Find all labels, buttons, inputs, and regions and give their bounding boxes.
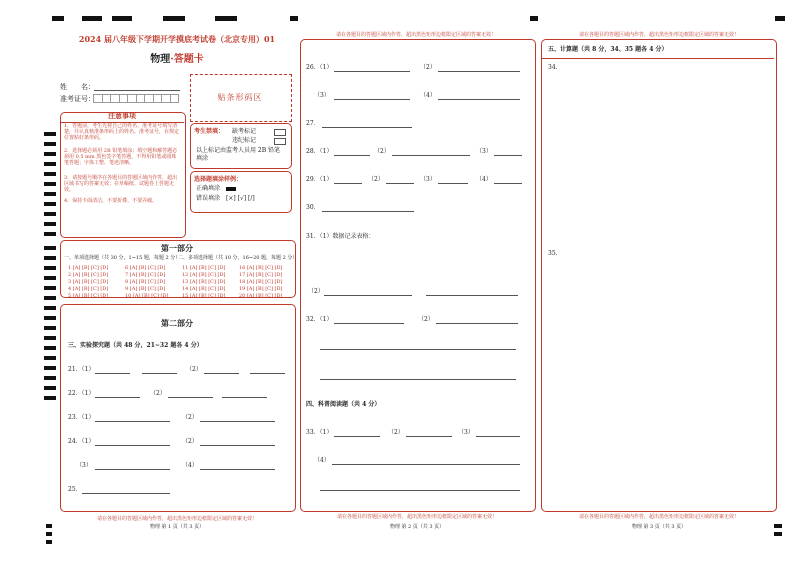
timing-mark [44,356,56,360]
timing-mark [44,172,56,176]
section3-heading: 三、实验探究题（共 48 分，21~32 题各 4 分） [68,342,203,349]
q28-label-2: （2） [374,148,390,155]
q21-answer-1[interactable] [95,373,130,374]
q22-answer-1[interactable] [95,397,140,398]
q28-label-3: （3） [476,148,492,155]
timing-mark [46,540,52,544]
choice-row-3[interactable]: 3 [A] [B] [C] [D] 8 [A] [B] [C] [D] 13 [A] [B] [C] [D] 18 [A] [B] [C] [D] [68,279,283,285]
q23-label: 23．（1） [68,414,95,421]
q30-answer[interactable] [322,211,414,212]
q31-answer-2a[interactable] [324,295,412,296]
wrong-fill-label: 错误填涂 [196,195,221,202]
timing-mark [46,532,52,536]
q33-answer-line-5[interactable] [320,490,520,491]
timing-mark [530,16,538,21]
warning-col2: 请在各题目的答题区域内作答，超出黑色矩形边框限定区域的答案无效！ [336,514,497,520]
q27-label: 27． [306,120,320,127]
q24-answer-3[interactable] [95,469,170,470]
q30-label: 30． [306,204,320,211]
q32-answer-2[interactable] [436,323,518,324]
timing-mark [44,366,56,370]
q26-label-3: （3） [314,92,330,99]
q33-answer-4[interactable] [332,464,520,465]
timing-mark [52,16,64,21]
part1-multi-choice-heading: 二、多项选择题（共 10 分，16~20 题，每题 2 分） [178,255,298,261]
timing-mark [44,306,56,310]
q21-answer-2[interactable] [204,373,239,374]
timing-mark [44,386,56,390]
q29-answer-1[interactable] [334,183,362,184]
timing-mark [44,336,56,340]
subject-name: 物理 [150,54,171,65]
timing-mark [44,192,56,196]
q32-answer-line-2[interactable] [320,349,516,350]
part1-single-choice-heading: 一、单项选择题（共 30 分，1~15 题，每题 2 分） [64,255,181,261]
q26-answer-2[interactable] [438,71,520,72]
part2-title: 第二部分 [161,318,193,328]
q24-answer-2[interactable] [200,445,275,446]
timing-mark [44,232,56,236]
timing-mark [46,524,52,528]
card-subtitle: 物理·答题卡 [150,54,204,65]
q31-answer-2b[interactable] [426,295,518,296]
q34-label: 34. [548,64,558,71]
q29-label-2: （2） [368,176,384,183]
footer-page-1: 物理 第 1 页（共 3 页） [149,524,205,530]
timing-mark [44,376,56,380]
subtitle-answer-card: 答题卡 [173,54,204,65]
timing-mark [44,296,56,300]
q33-label-2: （2） [388,429,404,436]
timing-mark [215,16,237,21]
q32-answer-line-3[interactable] [320,379,516,380]
exam-no-boxes[interactable] [93,94,179,103]
part1-title: 第一部分 [161,243,193,253]
q29-label-4: （4） [476,176,492,183]
name-label: 姓 名： [60,83,95,91]
q29-answer-3[interactable] [438,183,468,184]
q26-label-4: （4） [420,92,436,99]
q23-label-2: （2） [182,414,198,421]
barcode-label: 贴条形码区 [217,93,263,102]
notice-item-3: 3．请按题号顺序在各题目的答题区域内作答，超出区域书写的答案无效；在草稿纸、试题卷上答题无效。 [64,175,178,193]
q26-label-2: （2） [420,64,436,71]
q29-label: 29．（1） [306,176,333,183]
q22-label: 22．（1） [68,390,95,397]
timing-mark [44,316,56,320]
q35-label: 35. [548,250,558,257]
q24-label-3: （3） [76,462,92,469]
timing-mark [44,396,56,400]
footer-page-2: 物理 第 2 页（共 3 页） [389,524,445,530]
q25-answer[interactable] [82,493,170,494]
card-title: 2024 届八年级下学期开学摸底考试卷（北京专用）01 [78,34,276,44]
q33-label-3: （3） [458,429,474,436]
q21-answer-2b[interactable] [250,373,285,374]
timing-mark [44,246,56,250]
q21-answer-1b[interactable] [142,373,177,374]
wrong-fill-marks: [×] [√] [/] [226,195,255,202]
q33-answer-2[interactable] [406,436,452,437]
q22-label-2: （2） [150,390,166,397]
name-line[interactable] [94,90,180,91]
section4-heading: 四、科普阅读题（共 4 分） [306,401,381,408]
timing-mark [44,286,56,290]
notice-item-4: 4．保持卡面清洁，不要折叠、不要弄破。 [64,198,158,204]
q28-answer-3[interactable] [494,155,522,156]
timing-mark [44,346,56,350]
timing-mark [44,326,56,330]
warning-col3-top: 请在各题目的答题区域内作答，超出黑色矩形边框限定区域的答案无效！ [578,32,739,38]
q25-label: 25． [68,486,82,493]
violation-label: 违纪标记 [232,137,257,144]
q22-answer-2b[interactable] [222,397,267,398]
footer-page-3: 物理 第 3 页（共 3 页） [631,524,687,530]
warning-col3: 请在各题目的答题区域内作答，超出黑色矩形边框限定区域的答案无效！ [578,514,739,520]
q33-answer-3[interactable] [476,436,520,437]
timing-mark [44,222,56,226]
timing-mark [163,16,185,21]
q31-label: 31．（1）数据记录表格： [306,233,375,240]
q32-answer-1[interactable] [334,323,404,324]
q26-answer-1[interactable] [334,71,410,72]
q21-label: 21．（1） [68,366,95,373]
exam-rules-title: 考生禁填： [194,128,225,135]
q29-answer-2[interactable] [386,183,414,184]
q29-label-3: （3） [420,176,436,183]
timing-mark [44,132,56,136]
q24-label-4: （4） [182,462,198,469]
q33-label-4: （4） [314,457,330,464]
timing-mark [82,16,102,21]
q26-answer-3[interactable] [334,99,410,100]
notice-item-2: 2．选择题必须用 2B 铅笔填涂；填空题和解答题必须用 0.5 mm 黑色签字笔答题，不得用铅笔或圆珠笔答题；字体工整、笔迹清晰。 [64,148,178,166]
q32-label: 32．（1） [306,316,333,323]
notice-title: 注意事项 [60,111,184,123]
choice-row-4[interactable]: 4 [A] [B] [C] [D] 9 [A] [B] [C] [D] 14 [A] [B] [C] [D] 19 [A] [B] [C] [D] [68,286,283,292]
exam-rules-note: 以上标记由监考人员用 2B 铅笔填涂 [196,147,281,162]
timing-mark [44,152,56,156]
violation-checkbox[interactable] [274,138,286,145]
q29-answer-4[interactable] [494,183,522,184]
q31-label-2: （2） [308,288,324,295]
timing-mark [775,16,785,21]
q26-label: 26．（1） [306,64,333,71]
part2-box [60,304,296,512]
section5-divider [542,58,774,59]
correct-fill-sample [226,187,236,191]
timing-mark [44,276,56,280]
q33-answer-1[interactable] [334,436,380,437]
absent-checkbox[interactable] [274,129,286,136]
timing-mark [44,212,56,216]
timing-mark [112,16,132,21]
timing-mark [290,16,298,21]
notice-item-1: 1．答题前，考生先将自己的姓名、准考证号填写清楚，并认真核准条形码上的姓名、准考证号，在规定位置贴好条形码。 [64,123,180,141]
q28-label: 28．（1） [306,148,333,155]
q24-label-2: （2） [182,438,198,445]
q22-answer-2[interactable] [168,397,213,398]
timing-mark [44,162,56,166]
section5-heading: 五、计算题（共 8 分，34、35 题各 4 分） [548,46,668,53]
timing-mark [44,256,56,260]
timing-mark [44,182,56,186]
col2-box [300,39,536,512]
q24-answer-1[interactable] [95,445,170,446]
q28-answer-2[interactable] [392,155,470,156]
q28-answer-1[interactable] [334,155,370,156]
q26-answer-4[interactable] [438,99,520,100]
q23-answer-1[interactable] [95,421,170,422]
q32-label-2: （2） [418,316,434,323]
col3-box [541,39,777,512]
choice-row-5[interactable]: 5 [A] [B] [C] [D] 10 [A] [B] [C] [D] 15 [A] [B] [C] [D] 20 [A] [B] [C] [D] [68,293,283,299]
correct-fill-label: 正确填涂 [196,185,221,192]
q24-answer-4[interactable] [200,469,275,470]
timing-mark [44,266,56,270]
exam-no-label: 准考证号： [60,95,95,103]
q33-label: 33．（1） [306,429,333,436]
timing-mark [44,202,56,206]
choice-row-2[interactable]: 2 [A] [B] [C] [D] 7 [A] [B] [C] [D] 12 [A] [B] [C] [D] 17 [A] [B] [C] [D] [68,272,283,278]
timing-mark [774,532,782,536]
q23-answer-2[interactable] [200,421,275,422]
warning-col1: 请在各题目的答题区域内作答，超出黑色矩形边框限定区域的答案无效！ [96,516,257,522]
timing-mark [774,524,782,528]
q27-answer[interactable] [322,127,412,128]
q24-label: 24．（1） [68,438,95,445]
timing-mark [44,142,56,146]
q21-label-2: （2） [186,366,202,373]
warning-col2-top: 请在各题目的答题区域内作答，超出黑色矩形边框限定区域的答案无效！ [335,32,496,38]
fill-sample-title: 选择题填涂样例： [194,176,243,183]
absent-label: 缺考标记 [232,128,257,135]
choice-row-1[interactable]: 1 [A] [B] [C] [D] 6 [A] [B] [C] [D] 11 [A] [B] [C] [D] 16 [A] [B] [C] [D] [68,265,283,271]
